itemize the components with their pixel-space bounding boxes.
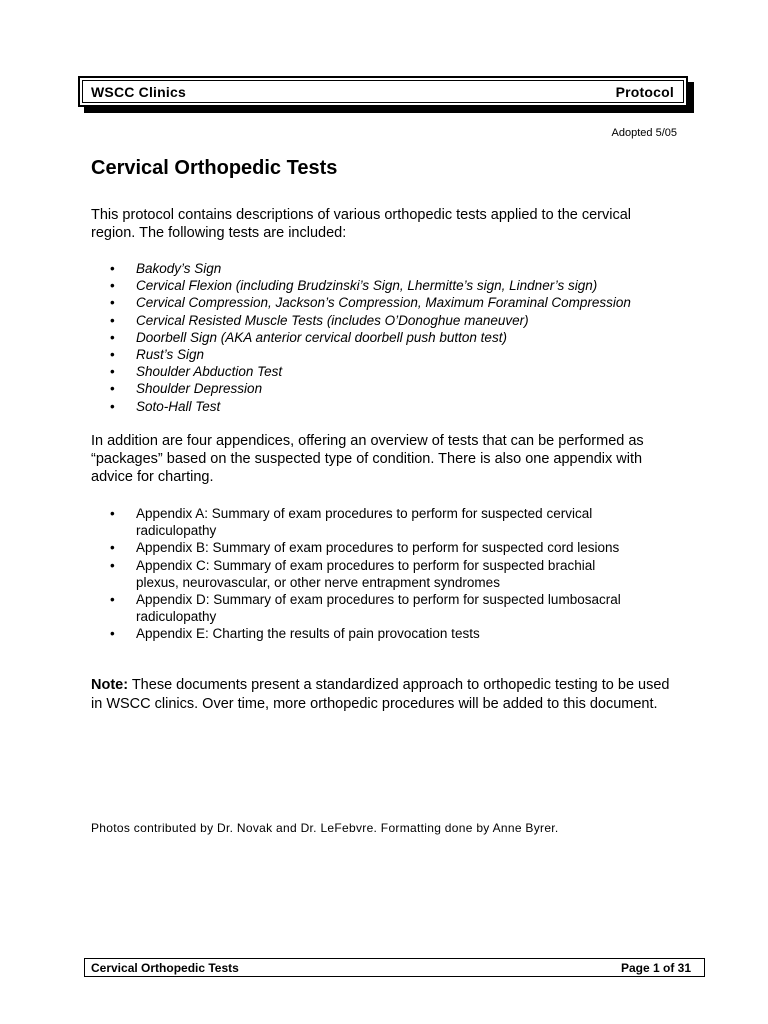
list-item: [91, 329, 671, 346]
appendix-item: Appendix B: Summary of exam procedures to perform for suspected cord lesions: [136, 540, 620, 556]
page-title: Cervical Orthopedic Tests: [91, 157, 338, 179]
list-item: [91, 312, 671, 329]
header-organization: WSCC Clinics: [91, 83, 186, 100]
list-item: [91, 398, 671, 415]
list-item: [91, 591, 671, 625]
list-item: [91, 380, 671, 397]
bullet-icon: •: [110, 506, 115, 521]
page-number: Page 1 of 31: [620, 960, 691, 975]
intro-paragraph: This protocol contains descriptions of various orthopedic tests applied to the cervical region. The following tests are included:: [91, 207, 632, 241]
list-item: [91, 260, 671, 277]
header-doc-type: Protocol: [615, 83, 674, 100]
bullet-icon: •: [110, 592, 115, 608]
bullet-icon: •: [110, 295, 115, 311]
appendix-item: Appendix A: Summary of exam procedures to perform for suspected cervical radiculopathy: [136, 506, 593, 539]
bullet-icon: •: [110, 540, 115, 556]
appendix-item: Appendix C: Summary of exam procedures to perform for suspected brachial plexus, neurovascular, or other nerve entrapment syndromes: [136, 557, 596, 590]
appendices-list: [91, 505, 671, 643]
note-text: These documents present a standardized approach to orthopedic testing to be used in WSCC clinics. Over time, more orthopedic procedures will be added to this document.: [91, 677, 670, 712]
test-name: Shoulder Depression: [136, 381, 263, 397]
test-name: Cervical Flexion (including Brudzinski’s Sign, Lhermitte’s sign, Lindner’s sign): [136, 278, 598, 294]
test-name: Bakody’s Sign: [136, 261, 222, 276]
bullet-icon: •: [110, 312, 115, 328]
bullet-icon: •: [110, 398, 115, 414]
appendix-item: Appendix D: Summary of exam procedures to perform for suspected lumbosacral radiculopathy: [136, 592, 621, 625]
test-name: Cervical Resisted Muscle Tests (includes O’Donoghue maneuver): [136, 312, 529, 328]
bullet-icon: •: [110, 261, 115, 276]
list-item: [91, 346, 671, 363]
list-item: [91, 539, 671, 556]
note-label: Note:: [91, 677, 129, 693]
test-name: Shoulder Abduction Test: [136, 364, 283, 380]
header-box: [78, 76, 688, 107]
bullet-icon: •: [110, 381, 115, 397]
list-item: [91, 277, 671, 294]
document-header: [78, 76, 688, 107]
appendix-item: Appendix E: Charting the results of pain provocation tests: [136, 626, 480, 642]
header-inner-box: [82, 80, 684, 103]
bullet-icon: •: [110, 557, 115, 573]
list-item: [91, 505, 671, 539]
test-name: Rust’s Sign: [136, 347, 205, 363]
bullet-icon: •: [110, 626, 115, 642]
footer-title: Cervical Orthopedic Tests: [91, 960, 239, 975]
test-name: Soto-Hall Test: [136, 398, 221, 414]
bullet-icon: •: [110, 329, 115, 345]
bullet-icon: •: [110, 364, 115, 380]
appendices-paragraph: In addition are four appendices, offering an overview of tests that can be performed as “packages” based on the suspected type of condition. There is also one appendix with advice for charting.: [91, 433, 644, 485]
list-item: [91, 557, 671, 591]
test-name: Cervical Compression, Jackson’s Compression, Maximum Foraminal Compression: [136, 295, 631, 311]
photo-credits: Photos contributed by Dr. Novak and Dr. LeFebvre. Formatting done by Anne Byrer.: [91, 821, 559, 835]
test-name: Doorbell Sign (AKA anterior cervical doorbell push button test): [136, 329, 507, 345]
note-paragraph: [91, 676, 671, 713]
bullet-icon: •: [110, 347, 115, 363]
list-item: [91, 294, 671, 311]
adopted-date: Adopted 5/05: [611, 127, 677, 139]
list-item: [91, 363, 671, 380]
document-footer: [84, 958, 705, 977]
bullet-icon: •: [110, 278, 115, 294]
list-item: [91, 625, 671, 642]
tests-list: [91, 260, 671, 415]
